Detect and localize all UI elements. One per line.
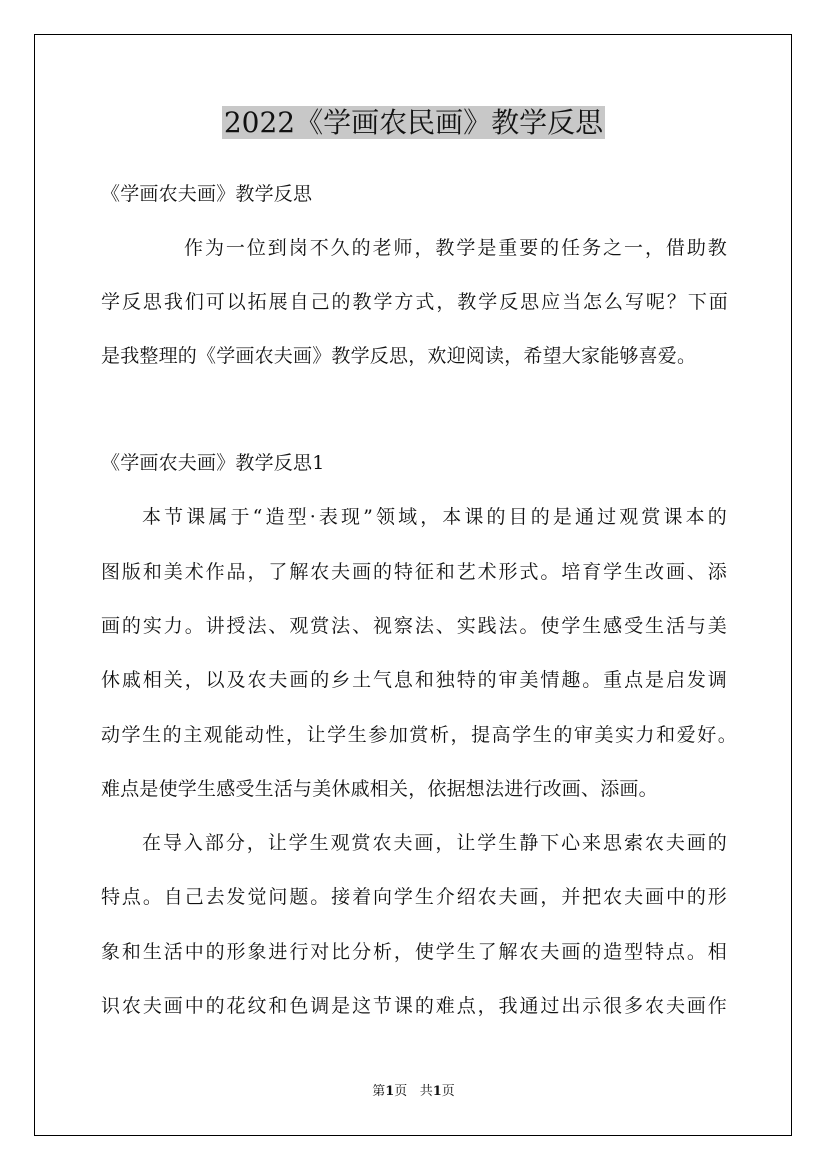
footer-page-number: 1 xyxy=(385,1084,395,1099)
footer-prefix: 第 xyxy=(372,1084,386,1099)
para1-line-6: 难点是使学生感受生活与美休戚相关，依据想法进行改画、添画。 xyxy=(101,778,658,800)
para1-line-1: 本节课属于“造型·表现”领域，本课的目的是通过观赏课本的 xyxy=(142,506,727,528)
para1-line-4: 休戚相关，以及农夫画的乡土气息和独特的审美情趣。重点是启发调 xyxy=(101,669,727,691)
intro-line-2: 学反思我们可以拓展自己的教学方式，教学反思应当怎么写呢？下面 xyxy=(101,291,728,313)
footer-suffix: 页 xyxy=(441,1084,455,1099)
para1-line-3: 画的实力。讲授法、观赏法、视察法、实践法。使学生感受生活与美 xyxy=(101,615,727,637)
footer-mid: 页 共 xyxy=(394,1084,433,1099)
page-footer xyxy=(0,1083,827,1101)
para1-line-2: 图版和美术作品，了解农夫画的特征和艺术形式。培育学生改画、添 xyxy=(101,561,727,583)
footer-total-pages: 1 xyxy=(432,1084,442,1099)
intro-line-1: 作为一位到岗不久的老师，教学是重要的任务之一，借助教 xyxy=(184,237,727,259)
document-title-text: 2022《学画农民画》教学反思 xyxy=(223,106,604,139)
para1-line-5: 动学生的主观能动性，让学生参加赏析，提高学生的审美实力和爱好。 xyxy=(101,724,737,746)
para2-line-3: 象和生活中的形象进行对比分析，使学生了解农夫画的造型特点。相 xyxy=(101,941,727,963)
para2-line-2: 特点。自己去发觉问题。接着向学生介绍农夫画，并把农夫画中的形 xyxy=(101,886,727,908)
para2-line-1: 在导入部分，让学生观赏农夫画，让学生静下心来思索农夫画的 xyxy=(142,832,727,854)
section-heading-1: 《学画农夫画》教学反思1 xyxy=(101,452,325,474)
document-subtitle: 《学画农夫画》教学反思 xyxy=(101,183,313,205)
intro-line-3: 是我整理的《学画农夫画》教学反思，欢迎阅读，希望大家能够喜爱。 xyxy=(101,345,697,367)
document-title xyxy=(0,103,827,143)
para2-line-4: 识农夫画中的花纹和色调是这节课的难点，我通过出示很多农夫画作 xyxy=(101,995,727,1017)
